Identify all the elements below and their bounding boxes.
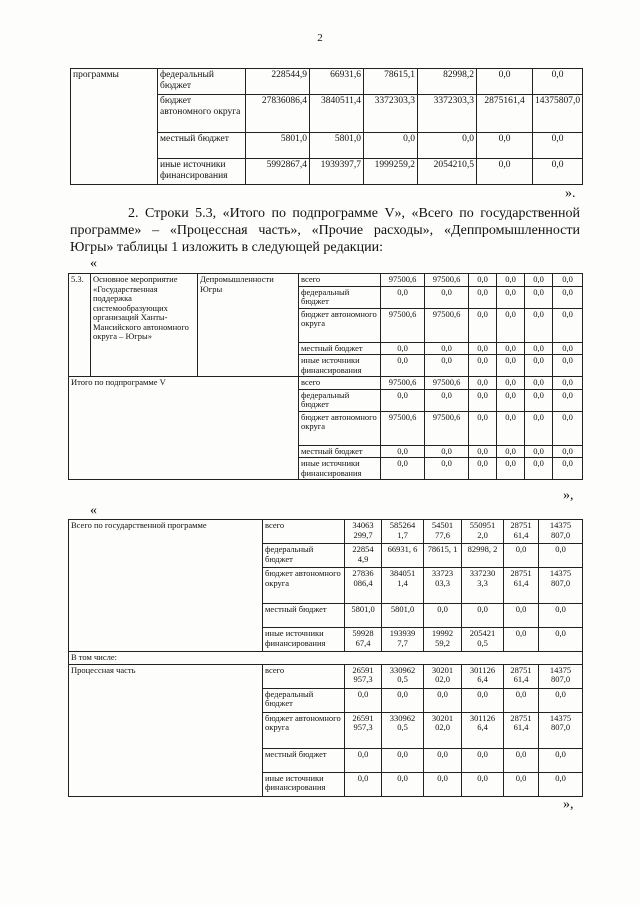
value-cell: 0,0: [477, 159, 533, 185]
value-cell: 228544,9: [246, 69, 310, 95]
value-cell: 34063 299,7: [345, 520, 382, 544]
value-cell: 0,0: [504, 772, 539, 796]
value-cell: 0,0: [525, 445, 553, 458]
funding-source: иные источники финансирования: [263, 772, 345, 796]
value-cell: 585264 1,7: [382, 520, 424, 544]
funding-source: местный бюджет: [263, 604, 345, 628]
value-cell: 5801,0: [382, 604, 424, 628]
value-cell: 0,0: [462, 772, 504, 796]
funding-source: местный бюджет: [158, 133, 246, 159]
quote-close-1: ».: [565, 186, 576, 201]
funding-source: бюджет автономного округа: [299, 308, 381, 342]
value-cell: 14375807,0: [533, 95, 583, 133]
funding-source: бюджет автономного округа: [263, 712, 345, 748]
funding-source: местный бюджет: [299, 445, 381, 458]
value-cell: 0,0: [382, 772, 424, 796]
value-cell: 0,0: [553, 389, 583, 411]
value-cell: 0,0: [539, 772, 583, 796]
value-cell: 0,0: [497, 308, 525, 342]
value-cell: 0,0: [469, 286, 497, 308]
value-cell: 5801,0: [246, 133, 310, 159]
value-cell: 97500,6: [381, 377, 425, 390]
value-cell: 27836 086,4: [345, 568, 382, 604]
value-cell: 0,0: [381, 389, 425, 411]
value-cell: 0,0: [525, 274, 553, 287]
value-cell: 97500,6: [381, 274, 425, 287]
value-cell: 5992867,4: [246, 159, 310, 185]
value-cell: 26591 957,3: [345, 664, 382, 688]
value-cell: 19992 59,2: [424, 628, 462, 652]
value-cell: 0,0: [381, 445, 425, 458]
value-cell: 14375 807,0: [539, 664, 583, 688]
quote-close-3: »,: [563, 797, 574, 812]
table-row: [69, 377, 583, 390]
funding-source: местный бюджет: [263, 748, 345, 772]
value-cell: 0,0: [497, 355, 525, 377]
value-cell: 0,0: [525, 355, 553, 377]
funding-source: иные источники финансирования: [299, 355, 381, 377]
value-cell: 0,0: [477, 133, 533, 159]
value-cell: 14375 807,0: [539, 568, 583, 604]
activity-name: Основное мероприятие «Государственная поддержка системообразующих организаций Ханты-Мансийского автономного округа – Югры»: [91, 274, 198, 377]
value-cell: 0,0: [345, 748, 382, 772]
value-cell: 0,0: [469, 342, 497, 355]
value-cell: 0,0: [424, 604, 462, 628]
value-cell: 0,0: [533, 133, 583, 159]
value-cell: 28751 61,4: [504, 712, 539, 748]
value-cell: 0,0: [553, 286, 583, 308]
value-cell: 0,0: [424, 748, 462, 772]
value-cell: 66931,6: [310, 69, 364, 95]
value-cell: 0,0: [539, 604, 583, 628]
value-cell: 0,0: [497, 342, 525, 355]
value-cell: 0,0: [345, 772, 382, 796]
value-cell: 97500,6: [425, 308, 469, 342]
value-cell: 0,0: [497, 286, 525, 308]
value-cell: 0,0: [497, 274, 525, 287]
row-number: 5.3.: [69, 274, 91, 377]
value-cell: 0,0: [469, 458, 497, 480]
value-cell: 0,0: [462, 688, 504, 712]
value-cell: 0,0: [525, 458, 553, 480]
value-cell: 28751 61,4: [504, 664, 539, 688]
value-cell: 3840511,4: [310, 95, 364, 133]
value-cell: 5801,0: [310, 133, 364, 159]
value-cell: 97500,6: [425, 411, 469, 445]
value-cell: 3372303,3: [418, 95, 477, 133]
value-cell: 0,0: [425, 389, 469, 411]
value-cell: 5801,0: [345, 604, 382, 628]
funding-source: бюджет автономного округа: [299, 411, 381, 445]
amendment-paragraph: [70, 205, 580, 256]
program-total-label: Всего по государственной программе: [69, 520, 263, 652]
value-cell: 82998, 2: [462, 544, 504, 568]
value-cell: 33723 03,3: [424, 568, 462, 604]
value-cell: 0,0: [525, 342, 553, 355]
value-cell: 0,0: [553, 274, 583, 287]
value-cell: 3372303,3: [364, 95, 418, 133]
value-cell: 0,0: [469, 308, 497, 342]
value-cell: 0,0: [553, 377, 583, 390]
value-cell: 0,0: [424, 772, 462, 796]
value-cell: 0,0: [381, 342, 425, 355]
value-cell: 54501 77,6: [424, 520, 462, 544]
funding-source: всего: [299, 274, 381, 287]
value-cell: 0,0: [477, 69, 533, 95]
funding-source: иные источники финансирования: [263, 628, 345, 652]
quote-close-2: »,: [563, 488, 574, 503]
value-cell: 330962 0,5: [382, 712, 424, 748]
value-cell: 0,0: [497, 411, 525, 445]
value-cell: 0,0: [504, 544, 539, 568]
value-cell: 0,0: [504, 688, 539, 712]
value-cell: 0,0: [525, 411, 553, 445]
value-cell: 0,0: [345, 688, 382, 712]
value-cell: 0,0: [364, 133, 418, 159]
value-cell: 0,0: [553, 411, 583, 445]
value-cell: 0,0: [425, 458, 469, 480]
funding-source: иные источники финансирования: [158, 159, 246, 185]
value-cell: 0,0: [553, 458, 583, 480]
value-cell: 384051 1,4: [382, 568, 424, 604]
table-row: [69, 652, 583, 665]
value-cell: 1999259,2: [364, 159, 418, 185]
funding-source: иные источники финансирования: [299, 458, 381, 480]
value-cell: 30201 02,0: [424, 664, 462, 688]
value-cell: 0,0: [424, 688, 462, 712]
value-cell: 0,0: [539, 544, 583, 568]
value-cell: 0,0: [425, 286, 469, 308]
value-cell: 97500,6: [381, 411, 425, 445]
value-cell: 0,0: [504, 628, 539, 652]
process-part-label: Процессная часть: [69, 664, 263, 796]
value-cell: 28751 61,4: [504, 520, 539, 544]
value-cell: 82998,2: [418, 69, 477, 95]
value-cell: 30201 02,0: [424, 712, 462, 748]
value-cell: 0,0: [469, 355, 497, 377]
funding-source: бюджет автономного округа: [158, 95, 246, 133]
paragraph-text: 2. Строки 5.3, «Итого по подпрограмме V», «Всего по государственной программе» – «Процессная часть», «Прочие расходы», «Деппромышленности Югры» таблицы 1 изложить в следующей редакции:: [70, 206, 580, 255]
value-cell: 0,0: [553, 342, 583, 355]
value-cell: 66931, 6: [382, 544, 424, 568]
value-cell: 0,0: [553, 308, 583, 342]
table-row-5-3: [68, 273, 583, 480]
value-cell: 0,0: [497, 389, 525, 411]
funding-source: федеральный бюджет: [263, 544, 345, 568]
table-continuation: [70, 68, 583, 185]
table-row: [71, 69, 583, 95]
including-label: В том числе:: [69, 652, 583, 665]
value-cell: 0,0: [469, 389, 497, 411]
value-cell: 301126 6,4: [462, 712, 504, 748]
funding-source: местный бюджет: [299, 342, 381, 355]
value-cell: 1939397,7: [310, 159, 364, 185]
value-cell: 0,0: [381, 355, 425, 377]
value-cell: 78615,1: [364, 69, 418, 95]
value-cell: 0,0: [539, 748, 583, 772]
value-cell: 0,0: [497, 458, 525, 480]
funding-source: федеральный бюджет: [158, 69, 246, 95]
value-cell: 330962 0,5: [382, 664, 424, 688]
value-cell: 78615, 1: [424, 544, 462, 568]
table-row: [69, 274, 583, 287]
value-cell: 2054210,5: [418, 159, 477, 185]
value-cell: 337230 3,3: [462, 568, 504, 604]
value-cell: 0,0: [382, 748, 424, 772]
quote-open-2: «: [90, 503, 97, 518]
value-cell: 0,0: [469, 445, 497, 458]
value-cell: 0,0: [462, 604, 504, 628]
value-cell: 0,0: [382, 688, 424, 712]
value-cell: 97500,6: [425, 377, 469, 390]
quote-open-1: «: [90, 256, 97, 271]
value-cell: 0,0: [497, 445, 525, 458]
value-cell: 26591 957,3: [345, 712, 382, 748]
funding-source: федеральный бюджет: [263, 688, 345, 712]
value-cell: 0,0: [525, 286, 553, 308]
value-cell: 28751 61,4: [504, 568, 539, 604]
funding-source: всего: [263, 520, 345, 544]
executor-name: Депромышленности Югры: [198, 274, 299, 377]
table-row: [69, 520, 583, 544]
value-cell: 0,0: [525, 389, 553, 411]
value-cell: 0,0: [553, 445, 583, 458]
funding-source: всего: [299, 377, 381, 390]
value-cell: 97500,6: [381, 308, 425, 342]
value-cell: 0,0: [418, 133, 477, 159]
value-cell: 550951 2,0: [462, 520, 504, 544]
value-cell: 0,0: [469, 411, 497, 445]
value-cell: 0,0: [425, 355, 469, 377]
program-label: программы: [71, 69, 158, 185]
value-cell: 0,0: [381, 458, 425, 480]
value-cell: 0,0: [381, 286, 425, 308]
table-row: [69, 664, 583, 688]
subprogram-total-label: Итого по подпрограмме V: [69, 377, 299, 480]
value-cell: 0,0: [425, 342, 469, 355]
value-cell: 59928 67,4: [345, 628, 382, 652]
value-cell: 2875161,4: [477, 95, 533, 133]
value-cell: 27836086,4: [246, 95, 310, 133]
value-cell: 0,0: [469, 274, 497, 287]
value-cell: 0,0: [553, 355, 583, 377]
funding-source: федеральный бюджет: [299, 389, 381, 411]
value-cell: 0,0: [533, 69, 583, 95]
value-cell: 22854 4,9: [345, 544, 382, 568]
value-cell: 14375 807,0: [539, 520, 583, 544]
value-cell: 0,0: [504, 604, 539, 628]
funding-source: всего: [263, 664, 345, 688]
funding-source: федеральный бюджет: [299, 286, 381, 308]
value-cell: 205421 0,5: [462, 628, 504, 652]
value-cell: 0,0: [525, 308, 553, 342]
table-program-total: [68, 519, 583, 797]
value-cell: 0,0: [533, 159, 583, 185]
value-cell: 97500,6: [425, 274, 469, 287]
value-cell: 14375 807,0: [539, 712, 583, 748]
value-cell: 301126 6,4: [462, 664, 504, 688]
value-cell: 0,0: [462, 748, 504, 772]
value-cell: 193939 7,7: [382, 628, 424, 652]
value-cell: 0,0: [504, 748, 539, 772]
funding-source: бюджет автономного округа: [263, 568, 345, 604]
value-cell: 0,0: [539, 628, 583, 652]
value-cell: 0,0: [525, 377, 553, 390]
value-cell: 0,0: [425, 445, 469, 458]
page-number: 2: [317, 32, 323, 44]
value-cell: 0,0: [469, 377, 497, 390]
value-cell: 0,0: [497, 377, 525, 390]
value-cell: 0,0: [539, 688, 583, 712]
